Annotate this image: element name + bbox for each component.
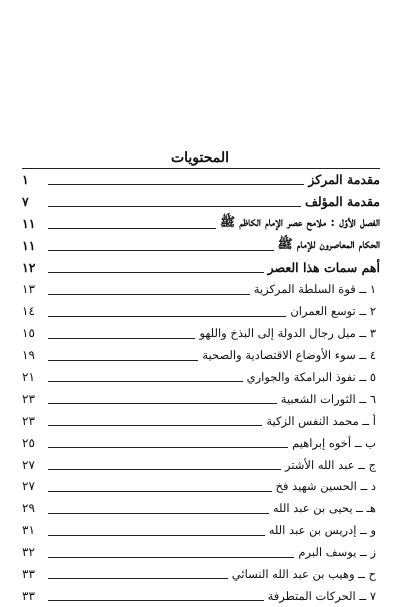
- toc-page-number: ٢٧: [22, 479, 48, 493]
- toc-entry-label: الحكام المعاصرون للإمام ﷺ: [274, 236, 380, 255]
- toc-page-number: ٢٧: [22, 458, 48, 472]
- toc-entry[interactable]: [22, 410, 380, 432]
- toc-entry-label: ب ــ أخوه إبراهيم: [288, 436, 380, 450]
- toc-page-number: ١٤: [22, 304, 48, 318]
- toc-entry-label: هـ ــ يحيى بن عبد الله: [269, 501, 380, 515]
- toc-entry-label: د ــ الحسين شهيد فخ: [272, 479, 380, 493]
- toc-entry-label: و ــ إدريس بن عبد الله: [265, 523, 380, 537]
- toc-entry[interactable]: [22, 366, 380, 388]
- toc-entry[interactable]: [22, 563, 380, 585]
- toc-entry-label: ز ــ يوسف البرم: [294, 545, 380, 559]
- toc-entry-label: ٥ ــ نفوذ البرامكة والجواري: [243, 370, 380, 384]
- toc-page-number: ٢١: [22, 370, 48, 384]
- toc-page-number: ١١: [22, 238, 48, 253]
- toc-leader-line: [48, 228, 216, 229]
- toc-leader-line: [48, 250, 274, 251]
- toc-entry[interactable]: [22, 344, 380, 366]
- toc-leader-line: [48, 294, 250, 295]
- toc-entry[interactable]: [22, 322, 380, 344]
- toc-entry[interactable]: [22, 169, 380, 191]
- toc-entry-label: ٣ ــ ميل رجال الدولة إلى البذخ واللهو: [195, 326, 380, 340]
- toc-page-number: ١٣: [22, 282, 48, 296]
- toc-entry-label: ٦ ــ الثورات الشعبية: [277, 392, 380, 406]
- toc-entry[interactable]: [22, 475, 380, 497]
- page-title: المحتويات: [170, 150, 230, 166]
- toc-leader-line: [48, 557, 294, 558]
- toc-page-number: ٣٣: [22, 589, 48, 603]
- toc-leader-line: [48, 184, 304, 185]
- toc-leader-line: [48, 535, 265, 536]
- table-of-contents: [22, 168, 380, 607]
- toc-entry[interactable]: [22, 497, 380, 519]
- toc-page-number: ٣٢: [22, 545, 48, 559]
- toc-leader-line: [48, 491, 272, 492]
- toc-leader-line: [48, 381, 243, 382]
- toc-page-number: ١٢: [22, 260, 48, 275]
- toc-entry[interactable]: [22, 541, 380, 563]
- toc-leader-line: [48, 206, 301, 207]
- toc-entry-label: مقدمة المركز: [304, 172, 380, 187]
- toc-page-number: ٢٣: [22, 392, 48, 406]
- toc-leader-line: [48, 469, 281, 470]
- toc-leader-line: [48, 600, 264, 601]
- toc-leader-line: [48, 513, 269, 514]
- toc-entry-label: ٢ ــ توسع العمران: [286, 304, 380, 318]
- toc-entry[interactable]: [22, 235, 380, 257]
- toc-leader-line: [48, 338, 195, 339]
- toc-leader-line: [48, 447, 288, 448]
- toc-entry-label: مقدمة المؤلف: [301, 194, 380, 209]
- toc-page-number: ٢٩: [22, 501, 48, 515]
- toc-entry-label: ج ــ عبد الله الأشتر: [281, 458, 380, 472]
- toc-entry[interactable]: [22, 432, 380, 454]
- toc-page-number: ١٥: [22, 326, 48, 340]
- toc-entry-label: ١ ــ قوة السلطة المركزية: [250, 282, 380, 296]
- toc-leader-line: [48, 272, 264, 273]
- toc-page-number: ١٩: [22, 348, 48, 362]
- toc-entry-label: ٤ ــ سوء الأوضاع الاقتصادية والصحية: [198, 348, 380, 362]
- toc-entry-label: ح ــ وهيب بن عبد الله النسائي: [228, 567, 380, 581]
- toc-page-number: ١١: [22, 216, 48, 231]
- toc-entry[interactable]: [22, 388, 380, 410]
- toc-page-number: ٣١: [22, 523, 48, 537]
- toc-page-number: ١: [22, 172, 48, 187]
- toc-entry-label: ٧ ــ الحركات المتطرفة: [264, 589, 380, 603]
- toc-entry[interactable]: [22, 191, 380, 213]
- toc-leader-line: [48, 403, 277, 404]
- toc-leader-line: [48, 316, 286, 317]
- toc-entry[interactable]: [22, 300, 380, 322]
- toc-page-number: ٢٣: [22, 414, 48, 428]
- toc-entry[interactable]: [22, 585, 380, 607]
- toc-entry[interactable]: [22, 278, 380, 300]
- toc-entry-label: أ ــ محمد النفس الزكية: [262, 414, 380, 428]
- toc-entry-label: أهم سمات هذا العصر: [264, 260, 380, 275]
- toc-entry[interactable]: [22, 454, 380, 476]
- toc-leader-line: [48, 425, 262, 426]
- toc-entry[interactable]: [22, 213, 380, 235]
- toc-leader-line: [48, 578, 228, 579]
- toc-leader-line: [48, 360, 198, 361]
- toc-page-number: ٣٣: [22, 567, 48, 581]
- toc-entry-label: الفصل الأوّل : ملامح عصر الإمام الكاظم ﷺ: [216, 214, 380, 233]
- toc-entry[interactable]: [22, 519, 380, 541]
- toc-page-number: ٢٥: [22, 436, 48, 450]
- toc-page-number: ٧: [22, 194, 48, 209]
- toc-entry[interactable]: [22, 257, 380, 279]
